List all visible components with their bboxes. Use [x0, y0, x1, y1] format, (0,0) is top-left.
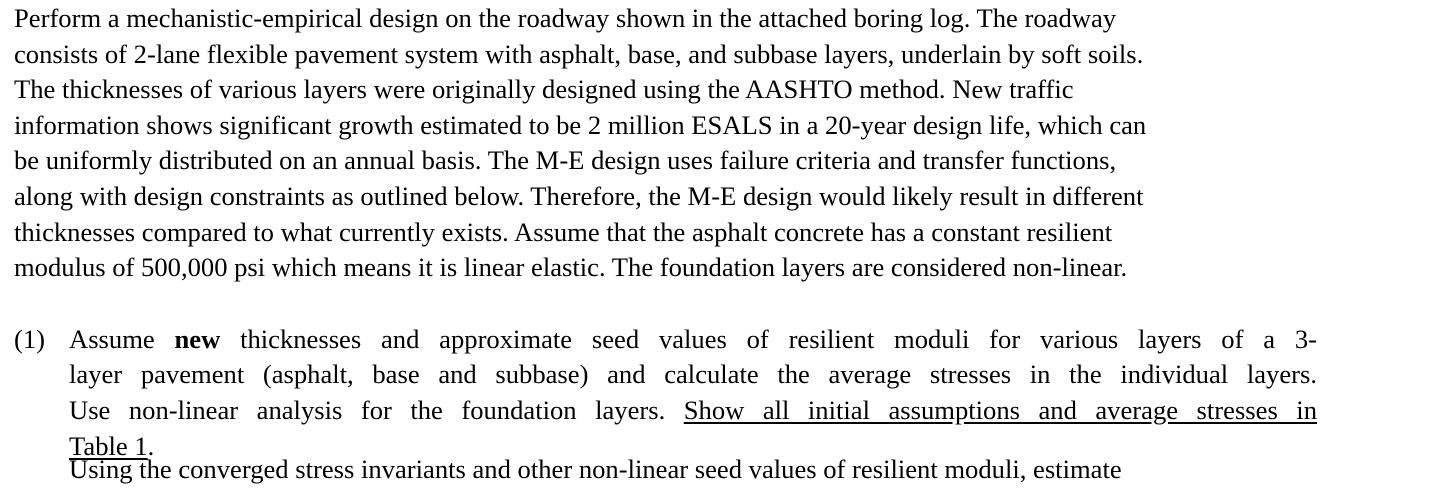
document-body [14, 0, 1334, 464]
item-2-partial-text: Using the converged stress invariants and other non-linear seed values of resilient moduli, estimate [69, 454, 1122, 484]
paragraph-line: information shows significant growth estimated to be 2 million ESALS in a 20-year design life, which can [14, 109, 1147, 140]
item-line [69, 322, 1317, 358]
paragraph-line: thicknesses compared to what currently exists. Assume that the asphalt concrete has a constant resilient [14, 216, 1113, 247]
paragraph-line: modulus of 500,000 psi which means it is linear elastic. The foundation layers are considered non-linear. [14, 252, 1128, 283]
problem-statement-paragraph [14, 1, 1334, 286]
paragraph-line: The thicknesses of various layers were originally designed using the AASHTO method. New traffic [14, 74, 1074, 105]
item-text: thicknesses and approximate seed values of resilient moduli for various layers of a 3- [220, 323, 1317, 354]
item-body [69, 322, 1334, 464]
item-line: layer pavement (asphalt, base and subbase) and calculate the average stresses in the individual layers. [69, 359, 1317, 390]
question-item-1 [14, 322, 1334, 464]
item-text: . [147, 430, 155, 461]
item-underlined-text: Show all initial assumptions and average stresses in [683, 394, 1317, 425]
table-reference: Table 1 [69, 430, 148, 461]
paragraph-line: Perform a mechanistic-empirical design on the roadway shown in the attached boring log. The roadway [14, 3, 1117, 33]
paragraph-line: consists of 2-lane flexible pavement system with asphalt, base, and subbase layers, underlain by soft soils. [14, 38, 1144, 69]
item-bold-text: new [174, 323, 221, 354]
item-line [69, 393, 1317, 429]
item-text: Assume [69, 323, 175, 354]
cropped-next-line [69, 452, 1122, 484]
paragraph-line: along with design constraints as outlined below. Therefore, the M-E design would likely result in different [14, 180, 1144, 211]
item-text: Use non-linear analysis for the foundation layers. [69, 394, 684, 425]
paragraph-line: be uniformly distributed on an annual basis. The M-E design uses failure criteria and transfer functions, [14, 145, 1117, 176]
item-number: (1) [14, 323, 46, 354]
